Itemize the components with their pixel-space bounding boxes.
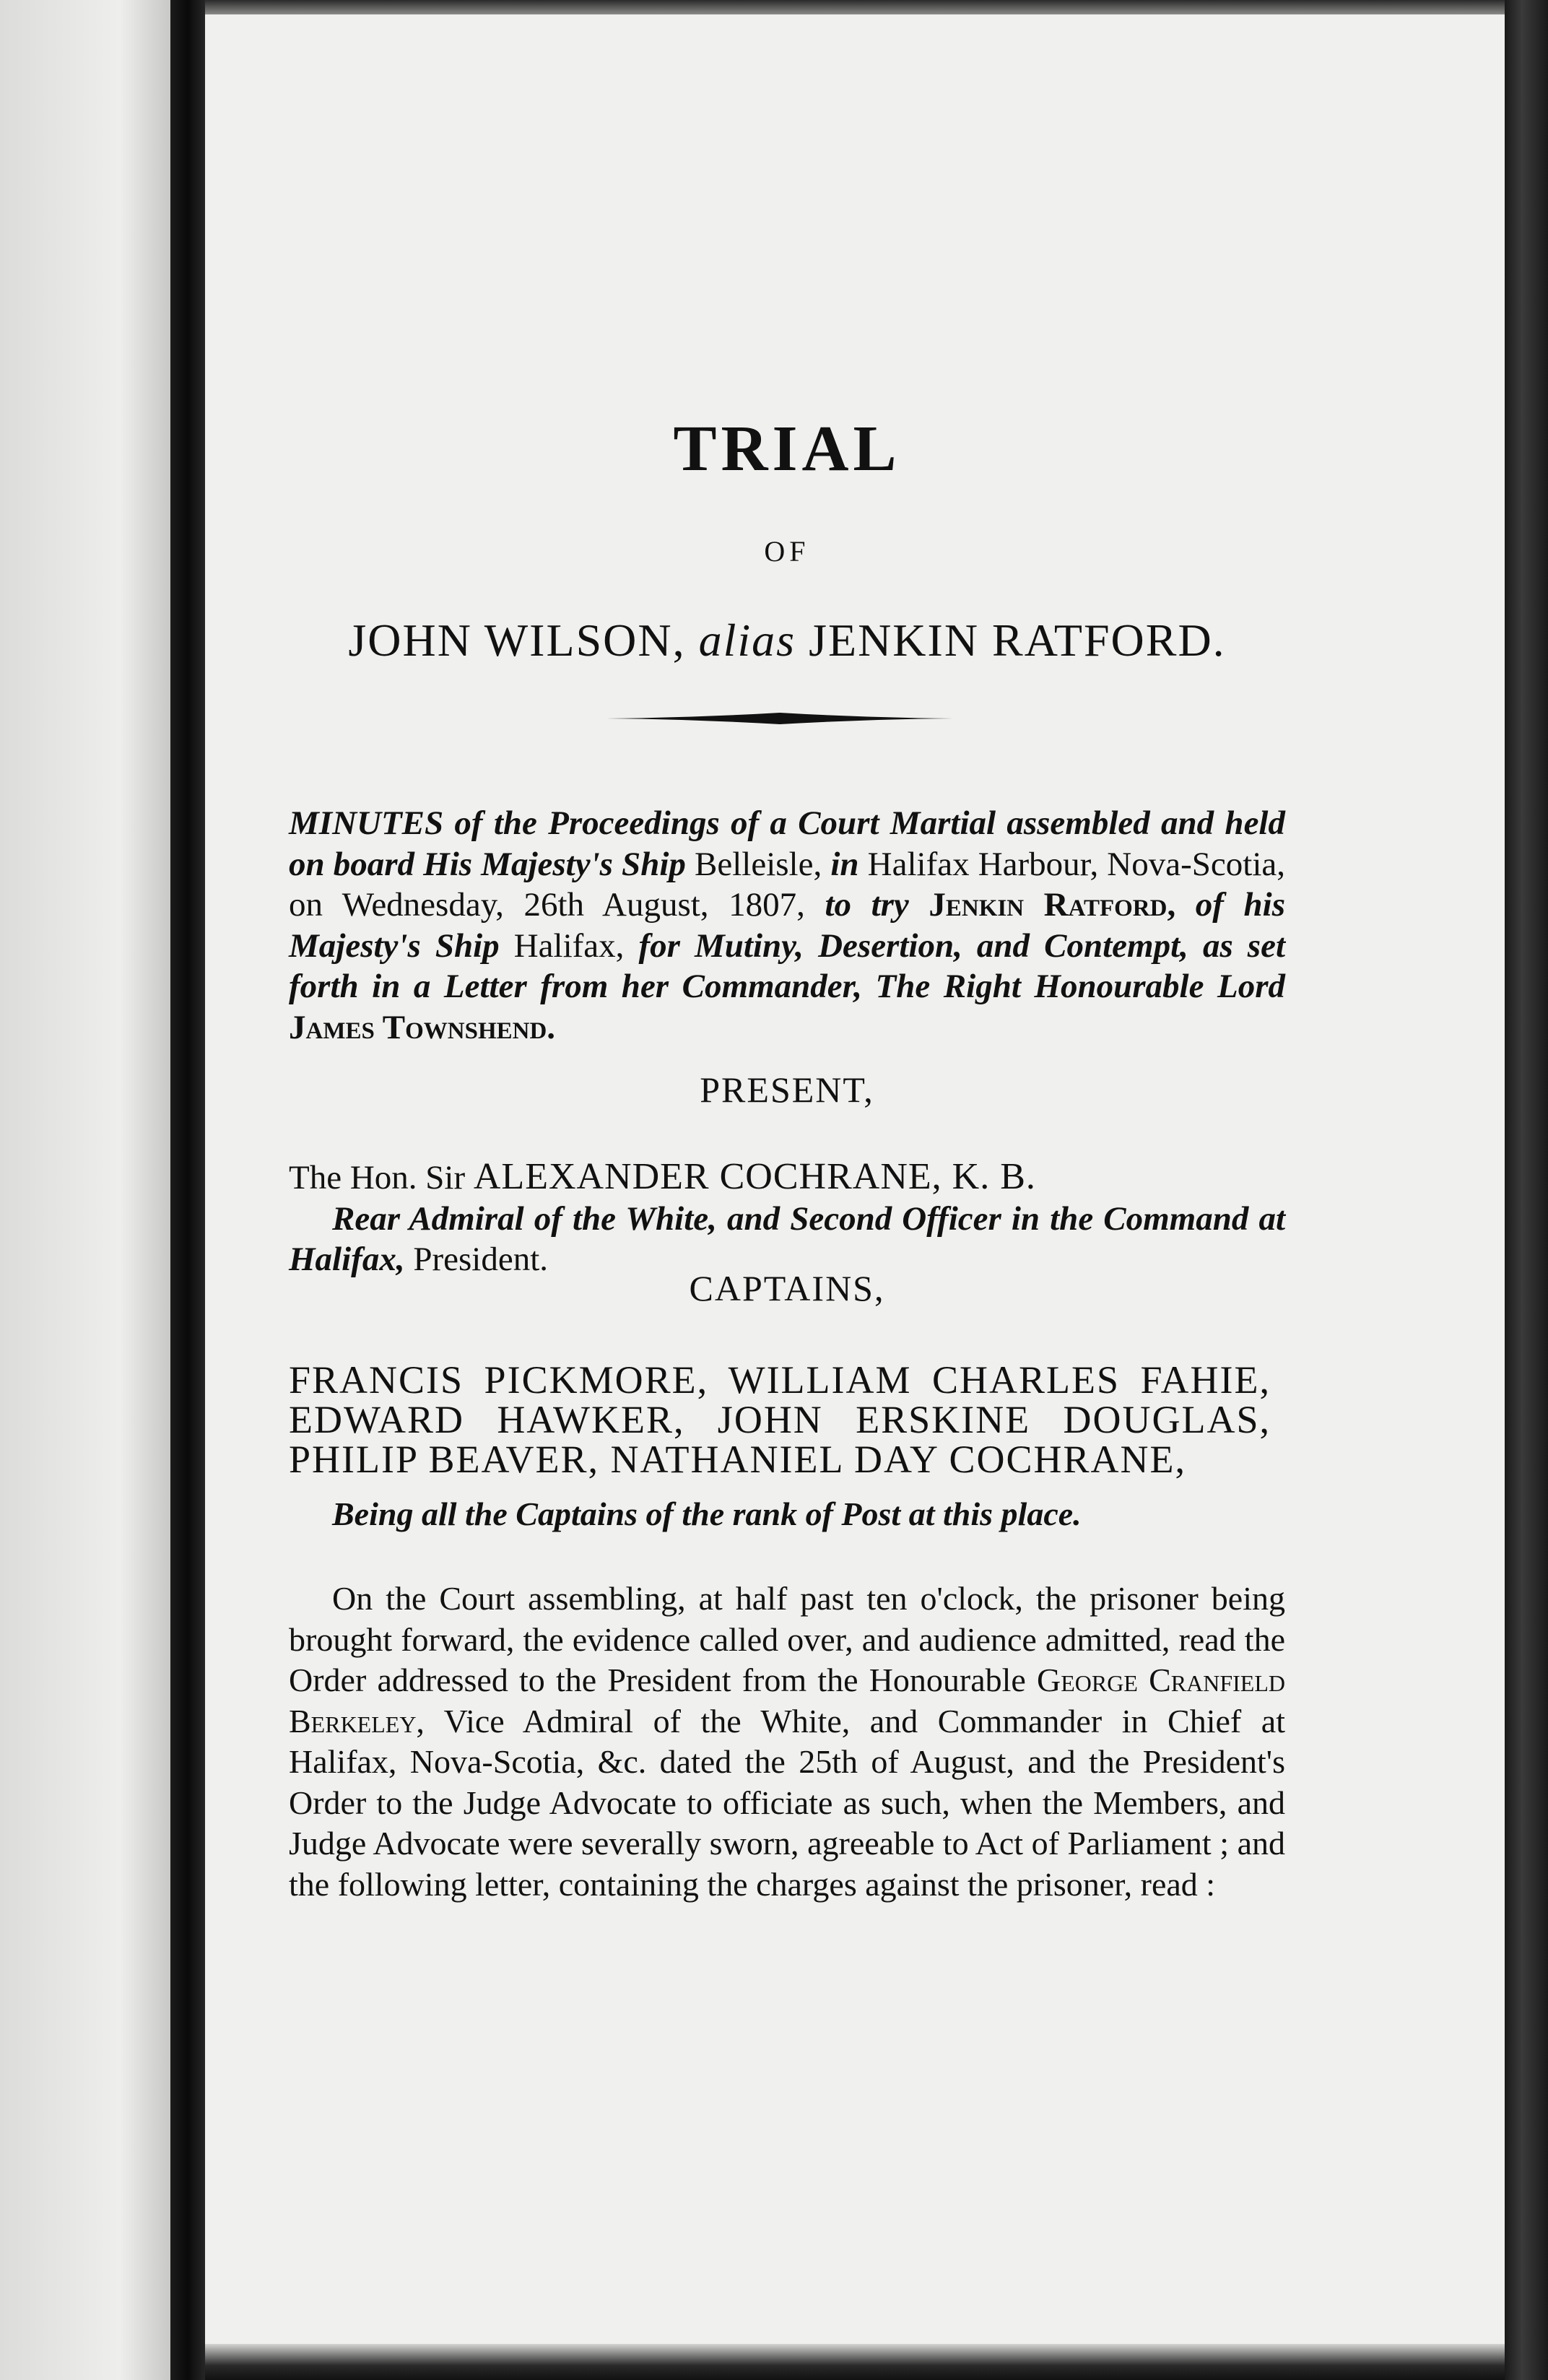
- decorative-rule: [606, 711, 953, 726]
- name-part-2: JENKIN RATFORD.: [796, 614, 1226, 666]
- captains-note: Being all the Captains of the rank of Post at this place.: [332, 1495, 1082, 1532]
- ship-name-halifax: Halifax,: [513, 926, 625, 965]
- minutes-text-4: of his Majesty's Ship: [289, 886, 1286, 965]
- name-part-1: JOHN WILSON,: [348, 614, 699, 666]
- vice-admiral-name: George Cranfield Berkeley,: [289, 1662, 1285, 1740]
- page-title: TRIAL: [673, 413, 901, 485]
- minutes-paragraph: [289, 803, 1285, 1048]
- court-text-2: Vice Admiral of the White, and Commander in Chief at Halifax, Nova-Scotia, &c. dated the 25th of August, and the President's Order to the Judge Advocate to officiate as such, when the Members, and Judge Advocate were severally sworn, agreeable to Act of Parliament ; and the following letter, containing the charges against the prisoner, read :: [289, 1702, 1285, 1903]
- minutes-place-date: Halifax Harbour, Nova-Scotia, on Wednesday, 26th August, 1807,: [289, 845, 1285, 924]
- facing-page-edge: [0, 0, 170, 2380]
- minutes-text-5: for Mutiny, Desertion, and Contempt, as set forth in a Letter from her Commander, The Right Honourable Lord: [289, 926, 1286, 1005]
- minutes-text-1: MINUTES of the Proceedings of a Court Martial assembled and held on board His Majesty's Ship: [289, 804, 1285, 883]
- defendant-name: [289, 614, 1285, 667]
- ship-name-belleisle: Belleisle,: [695, 845, 822, 883]
- president-role-line: [289, 1200, 1285, 1279]
- court-paragraph: [289, 1578, 1285, 1905]
- minutes-text-3: to try: [804, 886, 929, 924]
- captains-heading: CAPTAINS,: [689, 1268, 885, 1308]
- name-alias: alias: [698, 614, 796, 666]
- title-connector: OF: [764, 535, 810, 568]
- president-prefix: The Hon. Sir: [289, 1159, 474, 1196]
- present-heading: PRESENT,: [700, 1069, 874, 1110]
- page-right-shadow: [1505, 0, 1548, 2380]
- minutes-text-2: in: [822, 845, 868, 883]
- president-role: Rear Admiral of the White, and Second Officer in the Command at Halifax,: [289, 1199, 1285, 1278]
- captains-list: FRANCIS PICKMORE, WILLIAM CHARLES FAHIE, EDWARD HAWKER, JOHN ERSKINE DOUGLAS, PHILIP BEAVER, NATHANIEL DAY COCHRANE,: [289, 1358, 1271, 1481]
- prisoner-name: Jenkin Ratford,: [929, 886, 1176, 924]
- commander-name: James Townshend.: [289, 1008, 556, 1046]
- president-suffix: President.: [404, 1241, 548, 1278]
- president-name: ALEXANDER COCHRANE, K. B.: [473, 1156, 1036, 1197]
- page-content: [289, 0, 1285, 2380]
- book-spine-shadow: [170, 0, 205, 2380]
- court-text-1: On the Court assembling, at half past ten o'clock, the prisoner being brought forward, the evidence called over, and audience admitted, read the Order addressed to the President from the Honourable: [289, 1580, 1285, 1698]
- president-paragraph: [289, 1157, 1285, 1280]
